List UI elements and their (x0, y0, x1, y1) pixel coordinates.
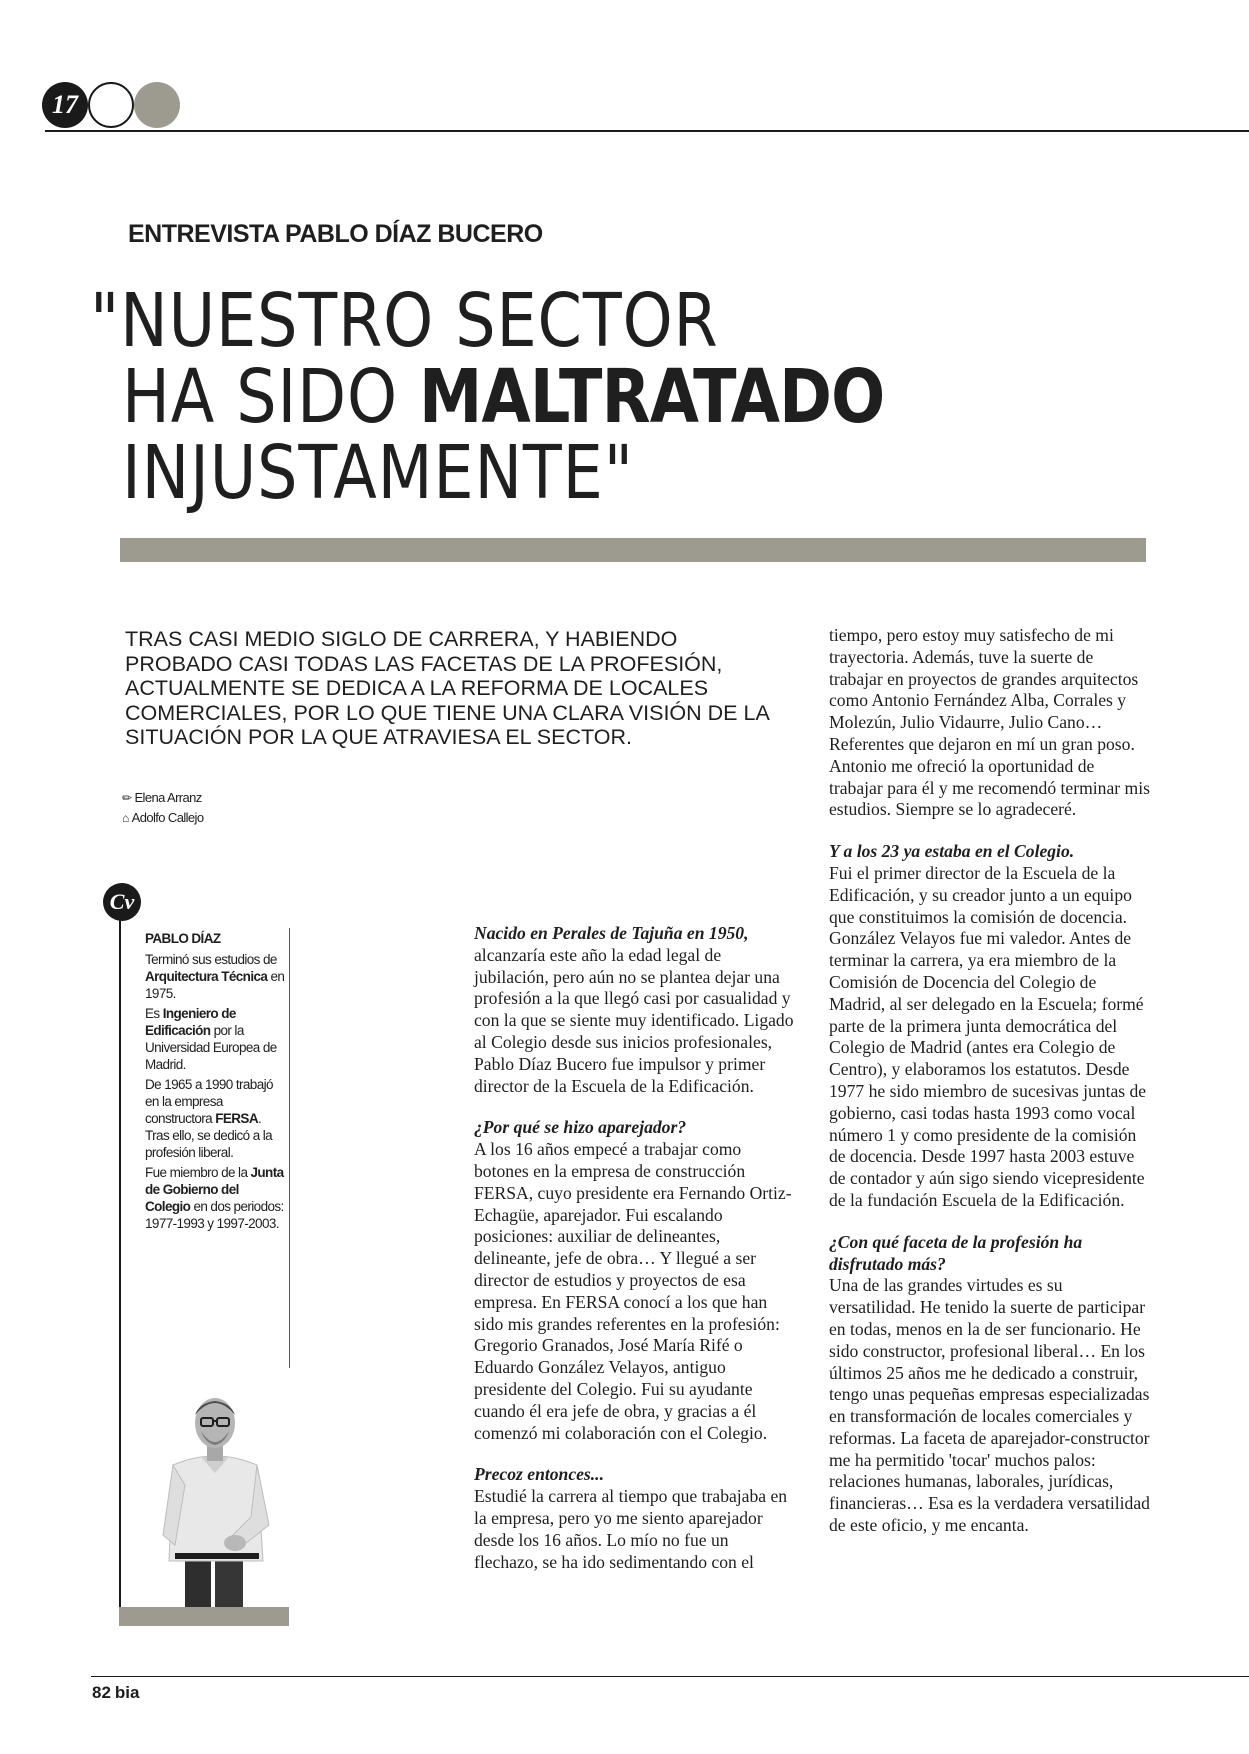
body-column-2 (829, 625, 1151, 1537)
answer: alcanzaría este año la edad legal de jubilación, pero aún no se plantea dejar una profesión a la que llegó casi por casualidad y con la que se siente muy identificado. Ligado al Colegio desde sus inicios profesionales, Pablo Díaz Bucero fue impulsor y primer director de la Escuela de la Edificación. (474, 944, 794, 1096)
cv-paragraph: Fue miembro de la Junta de Gobierno del Colegio en dos periodos: 1977-1993 y 1997-2003. (145, 1165, 284, 1231)
cv-paragraph: Es Ingeniero de Edificación por la Universidad Europea de Madrid. (145, 1006, 277, 1072)
page-folio (92, 1683, 139, 1703)
answer: A los 16 años empecé a trabajar como botones en la empresa de construcción FERSA, cuyo presidente era Fernando Ortiz-Echagüe, aparejador. Fui escalando posiciones: auxiliar de delineantes, delineante, jefe de obra… Y llegué a ser director de estudios y proyectos de esa empresa. En FERSA conocí a los que han sido mis grandes referentes en la profesión: Gregorio Granados, José María Rifé o Eduardo González Velayos, antiguo presidente del Colegio. Fui su ayudante cuando él era jefe de obra, y gracias a él comenzó mi colaboración con el Colegio. (474, 1139, 792, 1443)
cv-name: PABLO DÍAZ (145, 931, 221, 946)
headline-emphasis: MALTRATADO (418, 354, 885, 440)
cv-vertical-rule (119, 920, 121, 1625)
headline-line-3: INJUSTAMENTE" (122, 430, 634, 516)
headline-underline-bar (120, 538, 1146, 562)
answer: Fui el primer director de la Escuela de la Edificación, y su creador junto a un equipo que constituimos la comisión de docencia. González Velayos fue mi valedor. Antes de terminar la carrera, ya era miembro de la Comisión de Docencia del Colegio de Madrid, al ser delegado en la Escuela; formé parte de la primera junta democrática del Colegio de Madrid (antes era Colegio de Centro), y elaboramos los estatutos. Desde 1977 he sido miembro de sucesivas juntas de gobierno, casi todas hasta 1993 como vocal número 1 y como presidente de la comisión de docencia. Desde 1997 hasta 2003 estuve de contador y aún sigo siendo vicepresidente de la fundación Escuela de la Edificación. (829, 862, 1147, 1210)
portrait-illustration (145, 1385, 285, 1607)
question: Precoz entonces... (474, 1464, 604, 1485)
decorative-circle-grey (134, 82, 180, 128)
portrait-photo (145, 1385, 285, 1607)
headline-line-2-regular: HA SIDO (122, 354, 419, 440)
pen-icon: ✏ (122, 791, 132, 805)
question: Y a los 23 ya estaba en el Colegio. (829, 841, 1075, 862)
question: ¿Por qué se hizo aparejador? (474, 1117, 687, 1138)
photographer-name: Adolfo Callejo (131, 810, 204, 825)
article-lead: TRAS CASI MEDIO SIGLO DE CARRERA, Y HABIENDO PROBADO CASI TODAS LAS FACETAS DE LA PROFESIÓN, ACTUALMENTE SE DEDICA A LA REFORMA DE LOCALES COMERCIALES, POR LO QUE TIENE UNA CLARA VISIÓN DE LA SITUACIÓN POR LA QUE ATRAVIESA EL SECTOR. (125, 627, 769, 749)
question: ¿Con qué faceta de la profesión ha disfrutado más? (829, 1231, 1083, 1274)
section-number-badge: 17 (42, 82, 88, 128)
cv-bottom-bar (119, 1607, 289, 1626)
body-column-1 (474, 923, 796, 1573)
header-rule (45, 130, 1249, 132)
writer-credit (122, 790, 202, 805)
magazine-name: bia (114, 1683, 140, 1702)
answer: Estudié la carrera al tiempo que trabajaba en la empresa, pero yo me siento aparejador desde los 16 años. Lo mío no fue un flechazo, se ha ido sedimentando con el (474, 1486, 788, 1572)
headline-line-1: "NUESTRO SECTOR (90, 278, 719, 364)
answer: tiempo, pero estoy muy satisfecho de mi trayectoria. Además, tuve la suerte de trabajar en proyectos de grandes arquitectos como Antonio Fernández Alba, Corrales y Molezún, Julio Vidaurre, Julio Cano… Referentes que dejaron en mí un gran poso. Antonio me ofreció la oportunidad de trabajar para él y me recomendó terminar mis estudios. Siempre se lo agradeceré. (829, 625, 1150, 820)
cv-paragraph: Terminó sus estudios de Arquitectura Técnica en 1975. (145, 952, 285, 1001)
cv-right-rule (289, 928, 290, 1368)
cv-paragraph: De 1965 a 1990 trabajó en la empresa constructora FERSA. Tras ello, se dedicó a la profesión liberal. (145, 1077, 273, 1160)
decorative-circle-white (88, 82, 134, 128)
article-kicker: ENTREVISTA PABLO DÍAZ BUCERO (128, 220, 543, 248)
writer-name: Elena Arranz (134, 790, 202, 805)
question: Nacido en Perales de Tajuña en 1950, (474, 923, 749, 943)
page-number: 82 (92, 1683, 111, 1702)
answer: Una de las grandes virtudes es su versatilidad. He tenido la suerte de participar en todas, menos en la de ser funcionario. He sido constructor, profesional liberal… En los últimos 25 años me he dedicado a construir, tengo unas pequeñas empresas especializadas en transformación de locales comerciales y reformas. La faceta de aparejador-constructor me ha permitido 'tocar' muchos palos: relaciones humanas, laborales, jurídicas, financieras… Esa es la verdadera versatilidad de este oficio, y me encanta. (829, 1275, 1150, 1536)
camera-icon: ⌂ (122, 811, 129, 825)
cv-sidebar (145, 930, 285, 1235)
footer-rule (91, 1676, 1249, 1677)
cv-badge: Cv (103, 883, 141, 921)
photo-credit (122, 810, 203, 825)
